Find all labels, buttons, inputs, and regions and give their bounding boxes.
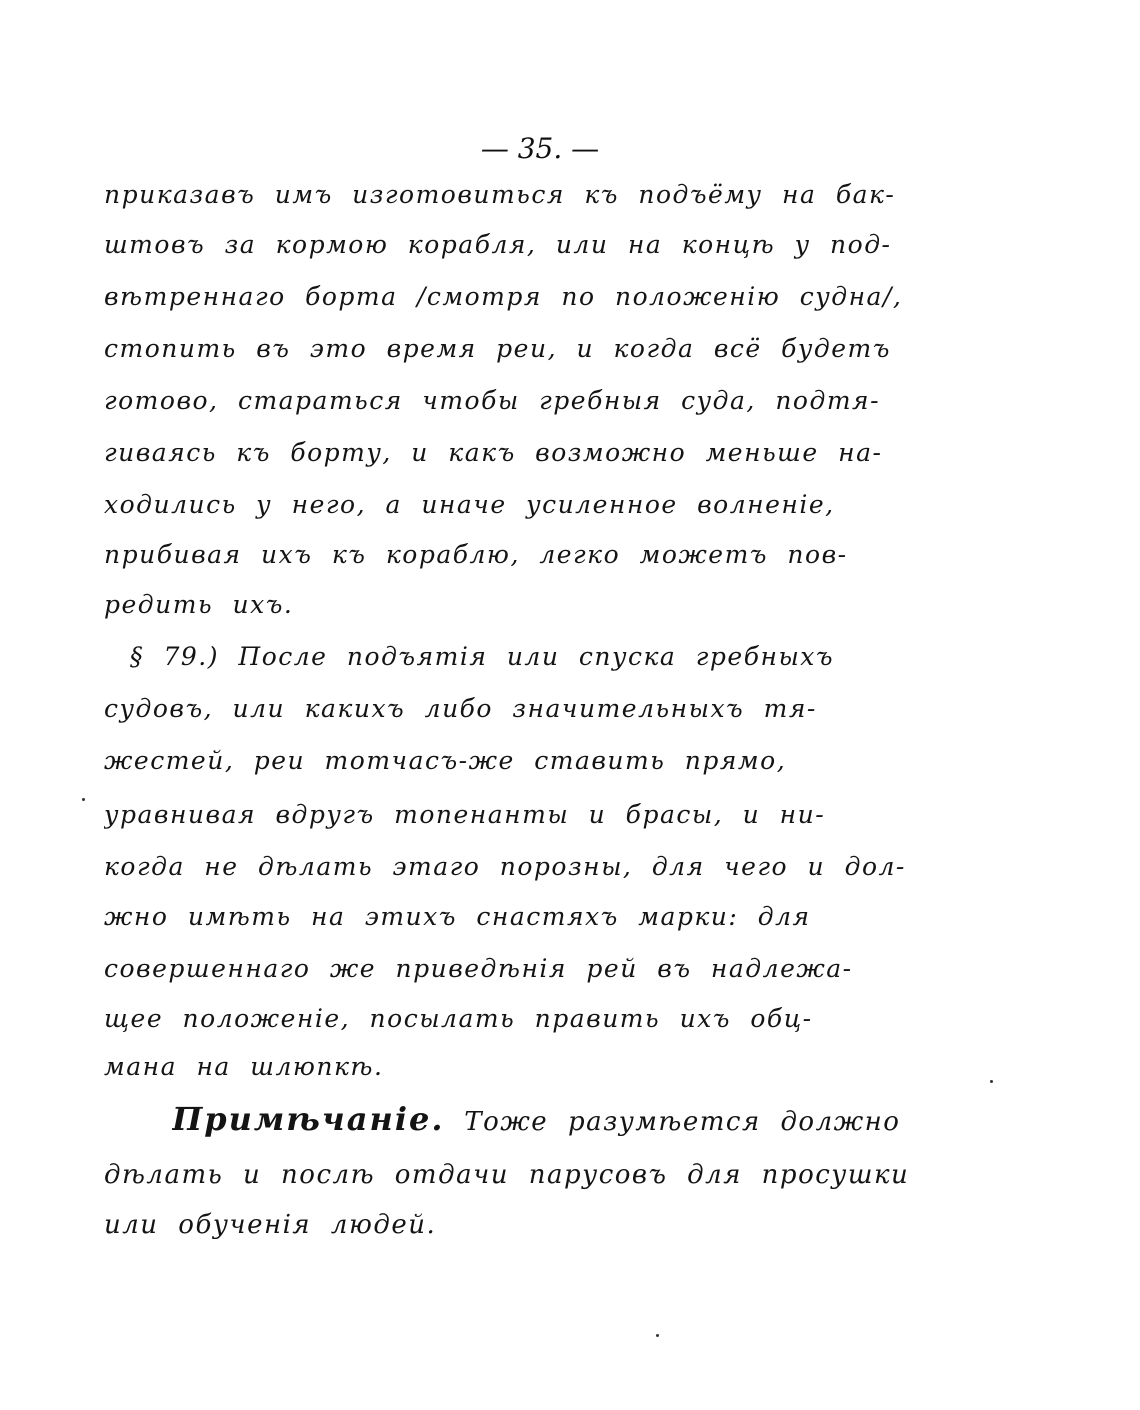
text-line: ходились у него, а иначе усиленное волненіе, xyxy=(104,490,835,519)
text-line: жестей, реи тотчасъ-же ставить прямо, xyxy=(104,746,787,775)
note-line: или обученія людей. xyxy=(104,1210,437,1240)
text-line: жно имѣть на этихъ снастяхъ марки: для xyxy=(104,902,811,931)
note-text: Тоже разумѣется должно xyxy=(464,1107,901,1137)
ink-speck xyxy=(82,798,85,801)
note-line: дѣлать и послѣ отдачи парусовъ для просушки xyxy=(104,1160,910,1190)
text-line: судовъ, или какихъ либо значительныхъ тя- xyxy=(104,694,817,723)
text-line: когда не дѣлать этаго порозны, для чего и дол- xyxy=(104,852,906,881)
paragraph-79-start: § 79.) После подъятія или спуска гребныхъ xyxy=(130,642,835,671)
text-line: приказавъ имъ изготовиться къ подъёму на бак- xyxy=(104,180,896,209)
text-line: штовъ за кормою корабля, или на концѣ у под- xyxy=(104,230,892,259)
text-line: совершеннаго же приведѣнія рей въ надлежа- xyxy=(104,954,853,983)
text-line: прибивая ихъ къ кораблю, легко можетъ пов- xyxy=(104,540,848,569)
text-line: вѣтреннаго борта /смотря по положенію судна/, xyxy=(104,282,903,311)
ink-speck xyxy=(656,1334,659,1337)
text-line: стопить въ это время реи, и когда всё будетъ xyxy=(104,334,891,363)
ink-speck xyxy=(990,1080,993,1083)
text-line: щее положеніе, посылать править ихъ обц- xyxy=(104,1004,813,1033)
text-line: редить ихъ. xyxy=(104,590,294,619)
text-line: гиваясь къ борту, и какъ возможно меньше на- xyxy=(104,438,883,467)
page-number: — 35. — xyxy=(480,132,600,165)
note-first-line xyxy=(172,1100,972,1138)
text-line: уравнивая вдругъ топенанты и брасы, и ни- xyxy=(104,800,826,829)
text-line: мана на шлюпкѣ. xyxy=(104,1052,384,1081)
note-heading: Примѣчаніе. xyxy=(172,1100,445,1138)
text-line: готово, стараться чтобы гребныя суда, подтя- xyxy=(104,386,881,415)
